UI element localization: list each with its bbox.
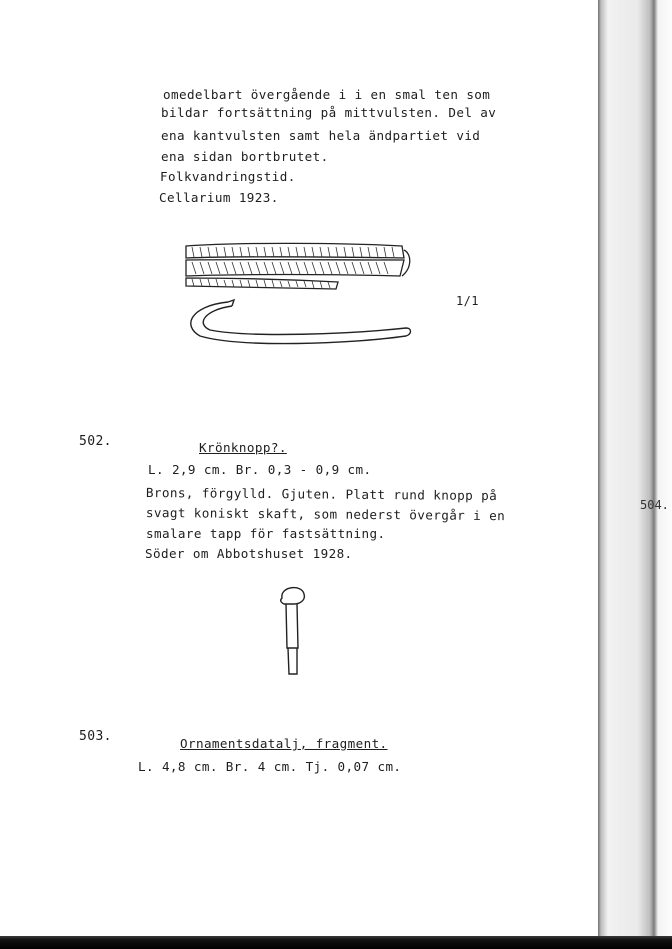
entry-503-number: 503. [79,729,112,744]
entry-501-line-2: bildar fortsättning på mittvulsten. Del av [161,105,497,120]
crown-knob-drawing [276,582,316,682]
scan-bottom-edge [0,936,672,949]
entry-503-measurements: L. 4,8 cm. Br. 4 cm. Tj. 0,07 cm. [138,759,402,774]
ring-fragment-drawing [180,240,420,350]
scale-note: 1/1 [456,294,479,308]
entry-501-line-5: Folkvandringstid. [160,169,296,184]
entry-501-line-3: ena kantvulsten samt hela ändpartiet vid [161,128,481,143]
entry-502-title: Krönknopp?. [199,440,287,455]
page-edge-shadow [598,0,672,949]
entry-502-number: 502. [79,434,112,449]
entry-502-desc-4: Söder om Abbotshuset 1928. [145,546,353,561]
entry-501-line-6: Cellarium 1923. [159,190,279,205]
entry-502-desc-3: smalare tapp för fastsättning. [146,526,386,541]
entry-501-line-1: omedelbart övergående i i en smal ten som [163,87,491,102]
entry-501-line-4: ena sidan bortbrutet. [161,149,329,164]
entry-502-desc-1: Brons, förgylld. Gjuten. Platt rund knopp på [145,485,498,504]
entry-502-desc-2: svagt koniskt skaft, som nederst övergår i en [145,505,506,524]
next-page-entry-number: 504. [640,498,669,512]
entry-502-measurements: L. 2,9 cm. Br. 0,3 - 0,9 cm. [148,462,372,477]
entry-503-title: Ornamentsdatalj, fragment. [180,736,388,751]
